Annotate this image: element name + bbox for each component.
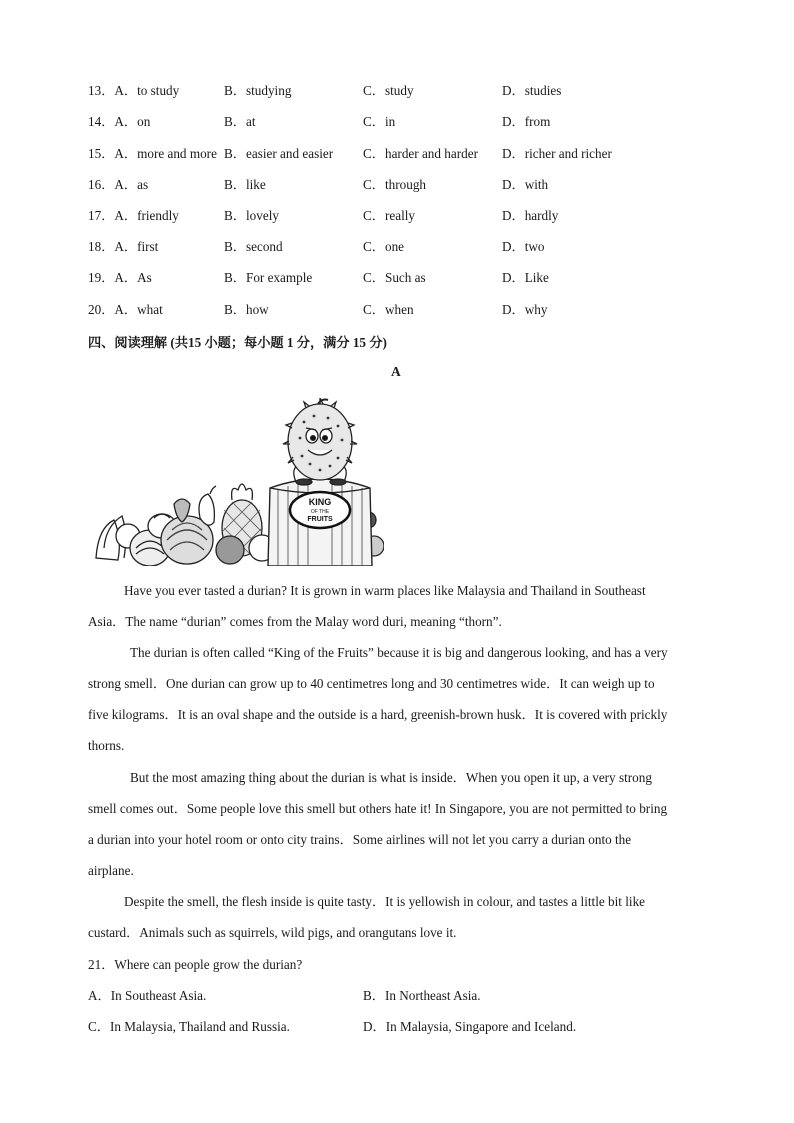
option-c: C．Such as <box>363 270 426 285</box>
option-b: B．easier and easier <box>224 146 334 161</box>
option-b: B．at <box>224 114 256 129</box>
option-d: D．studies <box>502 83 562 98</box>
option-c: C．in <box>363 114 396 129</box>
king-of-fruits-sign <box>290 492 350 528</box>
option-d: D．two <box>502 239 545 254</box>
option-d: D．hardly <box>502 208 559 223</box>
section-title: 四、阅读理解 (共15 小题；每小题 1 分，满分 15 分) <box>88 335 387 350</box>
sign-line-3: FRUITS <box>307 516 333 523</box>
paragraph-1-line-1: Have you ever tasted a durian? It is grown in warm places like Malaysia and Thailand in Southeast <box>124 583 646 598</box>
option-a: 13．A．to study <box>88 83 180 98</box>
durian-illustration <box>92 398 384 566</box>
paragraph-3 <box>88 762 708 886</box>
option-a: 19．A．As <box>88 270 152 285</box>
question-21-stem: 21．Where can people grow the durian? <box>88 957 303 972</box>
option-d: D．with <box>502 177 549 192</box>
option-b: B．like <box>224 177 266 192</box>
option-d: D．richer and richer <box>502 146 612 161</box>
option-c: C．really <box>363 208 416 223</box>
option-c: C．when <box>363 302 414 317</box>
question-21-option-c: C．In Malaysia, Thailand and Russia. <box>88 1019 290 1034</box>
paragraph-2-line-4: thorns. <box>88 738 125 753</box>
paragraph-2-line-2: strong smell．One durian can grow up to 40 centimetres long and 30 centimetres wide．It can weigh up to <box>88 676 655 691</box>
sign-line-2: OF THE <box>310 509 330 515</box>
paragraph-4-line-2: custard．Animals such as squirrels, wild pigs, and orangutans love it. <box>88 925 457 940</box>
paragraph-2 <box>88 637 708 761</box>
option-a: 17．A．friendly <box>88 208 179 223</box>
option-c: C．study <box>363 83 414 98</box>
option-a: 18．A．first <box>88 239 159 254</box>
option-c: C．harder and harder <box>363 146 478 161</box>
option-c: C．one <box>363 239 405 254</box>
option-b: B．lovely <box>224 208 279 223</box>
paragraph-2-line-1: The durian is often called “King of the Fruits” because it is big and dangerous looking, and has a very <box>130 645 668 660</box>
paragraph-4 <box>88 886 708 948</box>
question-21-option-b: B．In Northeast Asia. <box>363 988 481 1003</box>
option-a: 20．A．what <box>88 302 163 317</box>
paragraph-3-line-1: But the most amazing thing about the durian is what is inside．When you open it up, a very strong <box>130 770 652 785</box>
option-b: B．how <box>224 302 269 317</box>
option-d: D．Like <box>502 270 549 285</box>
question-21-option-a: A．In Southeast Asia. <box>88 988 207 1003</box>
option-b: B．studying <box>224 83 292 98</box>
paragraph-1-line-2: Asia．The name “durian” comes from the Malay word duri, meaning “thorn”. <box>88 614 502 629</box>
paragraph-3-line-3: a durian into your hotel room or onto city trains．Some airlines will not let you carry a durian onto the <box>88 832 632 847</box>
paragraph-2-line-3: five kilograms．It is an oval shape and the outside is a hard, greenish-brown husk．It is covered with prickly <box>88 707 668 722</box>
durian-character <box>283 398 357 485</box>
paragraph-4-line-1: Despite the smell, the flesh inside is quite tasty．It is yellowish in colour, and tastes a little bit like <box>124 894 646 909</box>
option-a: 14．A．on <box>88 114 151 129</box>
paragraph-1 <box>88 575 708 637</box>
option-a: 15．A．more and more <box>88 146 217 161</box>
option-c: C．through <box>363 177 427 192</box>
paragraph-3-line-4: airplane. <box>88 863 134 878</box>
paragraph-3-line-2: smell comes out．Some people love this smell but others hate it! In Singapore, you are not permitted to bring <box>88 801 668 816</box>
option-d: D．from <box>502 114 551 129</box>
option-b: B．For example <box>224 270 313 285</box>
option-b: B．second <box>224 239 283 254</box>
passage-label: A <box>391 364 401 379</box>
option-d: D．why <box>502 302 548 317</box>
option-a: 16．A．as <box>88 177 149 192</box>
sign-line-1: KING <box>308 497 332 507</box>
question-21-option-d: D．In Malaysia, Singapore and Iceland. <box>363 1019 577 1034</box>
